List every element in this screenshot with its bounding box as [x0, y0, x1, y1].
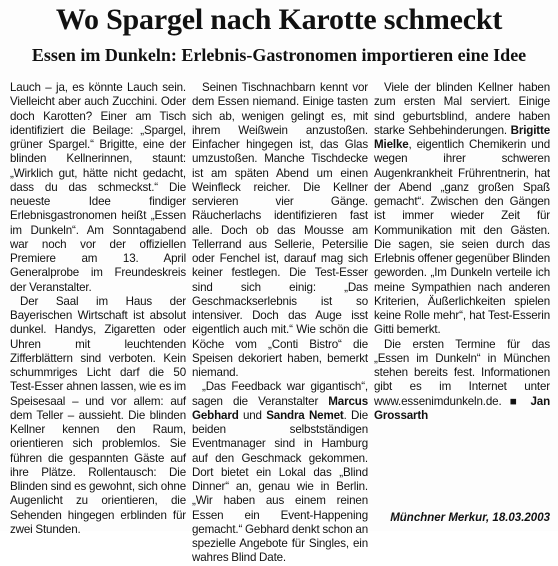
paragraph-text: und: [238, 408, 267, 422]
paragraph: Lauch – ja, es könnte Lauch sein. Vielleicht aber auch Zucchini. Oder doch Karotten? Einer am Tisch identifiziert die Beilage: „Spargel, grüner Spargel.“ Brigitte, eine der blinden Kellnerinnen, staunt: „Wirklich gut, hätte nicht gedacht, dass du das schmeckst.“ Die neueste Idee findiger Erlebnisgastronomen heißt „Essen im Dunkeln“. Am Sonntagabend war noch vor der offiziellen Premiere am 13. April Generalprobe im Freundeskreis der Veranstalter.: [10, 81, 186, 294]
person-name-bold: Brigitte Mielke: [374, 123, 550, 151]
author-name: Jan Grossarth: [374, 394, 550, 422]
subheadline: Essen im Dunkeln: Erlebnis-Gastronomen importieren eine Idee: [31, 45, 527, 65]
paragraph: [192, 380, 368, 565]
text-column-3: [374, 81, 550, 511]
text-column-2: [192, 81, 368, 565]
author-byline: ■ Jan Grossarth: [374, 394, 550, 422]
paragraph-text: „Das Feedback war gigantisch“, sagen die Veranstalter: [192, 380, 368, 408]
paragraph: [374, 338, 550, 424]
paragraph: Der Saal im Haus der Bayerischen Wirtschaft ist absolut dunkel. Handys, Zigaretten oder Uhren mit leuchtenden Zifferblättern sind verboten. Kein schummriges Licht darf die 50 Test-Esser ahnen lassen, wie es im Speisesaal – und vor allem: auf dem Teller – aussieht. Die blinden Kellner kennen den Raum, orientieren sich problemlos. Sie führen die gespannten Gäste auf ihre Plätze. Rollentausch: Die Blinden sind es gewohnt, sich ohne Augenlicht zu orientieren, die Sehenden hingegen erblinden für zwei Stunden.: [10, 294, 186, 536]
person-name-bold: Sandra Nemet: [266, 408, 344, 422]
paragraph-text: , eigentlich Chemikerin und wegen ihrer schweren Augenkrankheit Frührentnerin, hat der Abend „ganz großen Spaß gemacht“. Zwischen den Gängen ist immer wieder Zeit für Kommunikation mit den Gästen. Die sagen, sie seien durch das Erlebnis offener gegenüber Blinden geworden. „Im Dunkeln verteile ich meine Sympathien nach anderen Kriterien, Äußerlichkeiten spielen keine Rolle mehr“, hat Test-Esserin Gitti bemerkt.: [374, 138, 550, 337]
paragraph-text: Viele der blinden Kellner haben zum ersten Mal serviert. Einige sind geburtsblind, andere haben starke Sehbehinderungen.: [374, 81, 550, 137]
text-column-1: [10, 81, 186, 536]
person-name-bold: Marcus Gebhard: [192, 394, 368, 422]
paragraph: [374, 81, 550, 338]
paragraph-text: . Die beiden selbstständigen Eventmanager sind in Hamburg auf den Geschmack gekommen. Dort bietet ein Lokal das „Blind Dinner“ an, genau wie in Berlin. „Wir haben aus einem reinen Essen ein Event-Happening gemacht.“ Gebhard denkt schon an spezielle Angebote für Singles, ein wahres Blind Date.: [192, 408, 368, 565]
paragraph-text: Die ersten Termine für das „Essen im Dunkeln“ in München stehen bereits fest. Informationen gibt es im Internet unter www.essenimdunkeln.de.: [374, 337, 550, 408]
headline: Wo Spargel nach Karotte schmeckt: [55, 3, 503, 36]
source-credit: Münchner Merkur, 18.03.2003: [390, 512, 550, 524]
paragraph: Seinen Tischnachbarn kennt vor dem Essen niemand. Einige tasten sich ab, wenigen gelingt es, mit ihrem Weißwein anzustoßen. Einfacher hingegen ist, das Glas umzustoßen. Manche Tischdecke ist am späten Abend um einen Weinfleck reicher. Die Kellner servieren vier Gänge. Räucherlachs identifizieren fast alle. Doch ob das Mousse am Tellerrand aus Sellerie, Petersilie oder Fenchel ist, darauf mag sich keiner festlegen. Die Test-Esser sind sich einig: „Das Geschmackserlebnis ist so intensiver. Doch das Auge isst eigentlich auch mit.“ Wie schön die Köche vom „Conti Bistro“ die Speisen dekoriert haben, bemerkt niemand.: [192, 81, 368, 379]
